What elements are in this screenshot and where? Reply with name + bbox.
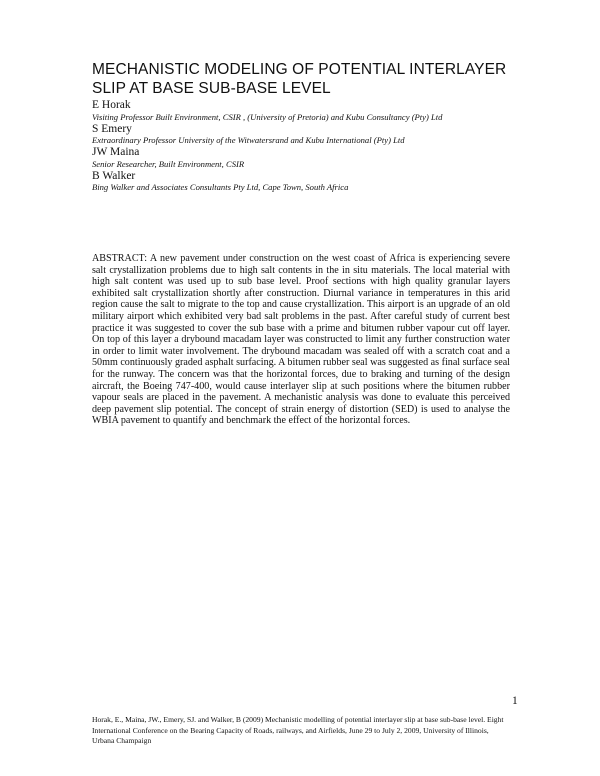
abstract-paragraph: ABSTRACT: A new pavement under construction on the west coast of Africa is experiencing severe salt crystallization problems due to high salt contents in the in situ materials. The local material with high salt content was used up to sub base level. Proof sections with high quality granular layers exhibited salt crystallization shortly after construction. Diurnal variance in temperatures in this arid region cause the salt to migrate to the top and cause crystallization. This airport is an upgrade of an old military airport which exhibited very bad salt problems in the past. After careful study of current best practice it was suggested to cover the sub base with a prime and bitumen rubber vapour cut off layer. On top of this layer a drybound macadam layer was constructed to limit any further construction water in order to limit water involvement. The drybound macadam was sealed off with a scratch coat and a 50mm continuously graded asphalt surfacing. A bitumen rubber seal was suggested as final surface seal for the runway. The concern was that the horizontal forces, due to braking and turning of the design aircraft, the Boeing 747-400, would cause interlayer slip at such positions where the bitumen rubber vapour seals are placed in the pavement. A mechanistic analysis was done to evaluate this perceived deep pavement slip potential. The concept of strain energy of distortion (SED) is used to analyse the WBIA pavement to quantify and benchmark the effect of the horizontal forces. <box>92 253 510 427</box>
author-affiliation: Bing Walker and Associates Consultants Pty Ltd, Cape Town, South Africa <box>92 182 349 192</box>
author-name: JW Maina <box>92 146 140 158</box>
paper-title: MECHANISTIC MODELING OF POTENTIAL INTERLAYER SLIP AT BASE SUB-BASE LEVEL <box>92 61 507 97</box>
author-affiliation: Senior Researcher, Built Environment, CSIR <box>92 158 245 169</box>
author-affiliation: Visiting Professor Built Environment, CSIR , (University of Pretoria) and Kubu Consultancy (Pty) Ltd <box>92 111 443 122</box>
author-affiliation: Extraordinary Professor University of the Witwatersrand and Kubu International (Pty) Ltd <box>92 135 405 145</box>
author-block <box>92 123 532 147</box>
author-name: S Emery <box>92 122 132 135</box>
citation-footer: Horak, E., Maina, JW., Emery, SJ. and Walker, B (2009) Mechanistic modelling of potential interlayer slip at base sub-base level. Eight International Conference on the Bearing Capacity of Roads, railways, and Airfields, June 29 to July 2, 2009, University of Illinois, Urbana Champaign <box>92 715 504 745</box>
author-name: B Walker <box>92 169 136 182</box>
page-number: 1 <box>512 695 518 707</box>
author-list <box>92 99 532 193</box>
author-block <box>92 146 532 170</box>
author-block <box>92 99 532 123</box>
author-name: E Horak <box>92 99 131 111</box>
author-block <box>92 170 532 194</box>
